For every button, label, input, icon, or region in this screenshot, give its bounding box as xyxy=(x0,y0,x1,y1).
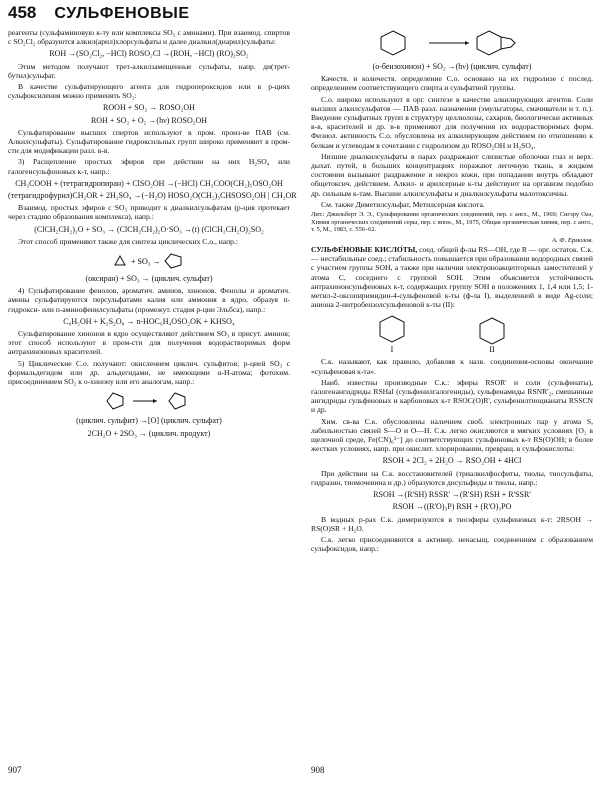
equation: ROH + SO₂ + O₂ →(hν) ROSO₂OH xyxy=(90,115,208,125)
equation: RSOH →((R'O)₃P) RSH + (R'O)₃PO xyxy=(392,502,512,512)
paragraph: Сульфатирование хинонов в ядро осуществляют действием SO₃ в присут. аминов; этот способ используют в пром-сти для получения водорастворимых форм антрахиноновых красителей. xyxy=(8,329,290,357)
svg-text:+ SO₃ →: + SO₃ → xyxy=(131,257,161,267)
paragraph: С.о. широко используют в орг. синтезе в качестве алкилирующих агентов. Соли высших алкилсульфатов — ПАВ разл. назначения (эмульгаторы, смачиватели и т. п.). Введение сульфатных групп в структуру целлюлозы, сахаров, биологически активных в-в, красителей и др. в-в применяют для получения их водорастворимых форм. Физиол. активность С.о. обусловлена их алкилирующим действием по отношению к белкам и углеводам в сочетании с гидролизом до ROSO₂OH и H₂SO₄. xyxy=(311,94,593,150)
quinone-photo-reaction-structure xyxy=(311,27,593,59)
paragraph: Наиб. известны производные С.к.: эфиры RSOR' и соли (сульфенаты), галогенангидриды RSHal (сульфенилгалогениды), сульфенамиды RSNR'₂, смешанные ангидриды сульфеновых и карбоновых к-т RSOC(O)R', сульфенилтиоцианаты RSSCN и др. xyxy=(311,377,593,415)
paragraph: Хим. св-ва С.к. обусловлены наличием своб. электронных пар у атома S, лабильностью связей S—O и O—H. С.к. легко окисляются в мягких условиях [O₂ в щелочной среде, Fe(CN)₆³⁻] до соответствующих сульфиновых к-т RS(O)OH; в более жестких условиях, напр. при окислит. хлорировании, превращ. в сульфокислоты: xyxy=(311,416,593,454)
paragraph: С.к. называют, как правило, добавляя к назв. соединения-основы окончание «сульфеновая к-та». xyxy=(311,357,593,376)
equation: (тетрагидрофурил)CH₂OR + 2H₂SO₄ →(−H₂O) HOSO₂O(CH₂)₃CHSOSO₂OH | CH₂OR xyxy=(8,191,297,201)
entry-term: СУЛЬФЕ́НОВЫЕ КИСЛО́ТЫ, xyxy=(311,245,418,255)
sulfite-oxidation-structure xyxy=(8,389,290,413)
paragraph: С.к. легко присоединяются к активир. ненасыщ. соединениям с образованием сульфоксидов, напр.: xyxy=(311,534,593,554)
equation: 2CH₂O + 2SO₃ → (циклич. продукт) xyxy=(87,428,211,438)
paragraph: При действии на С.к. восстановителей (триалкилфосфиты, тиолы, тиосульфаты, гидразин, тиомочевина и др.) образуются дисульфиды и тиолы, напр.: xyxy=(311,468,593,487)
equation: CH₃COOH + (тетрагидропиран) + ClSO₂OH →(−HCl) CH₃COO(CH₂)₅OSO₂OH xyxy=(15,178,283,188)
equation: C₆H₅OH + K₂S₂O₈ → n-HOC₆H₄OSO₂OK + KHSO₄ xyxy=(63,316,235,326)
paragraph: Этим методом получают трет-алкилзамещенные сульфаты, напр. ди(трет-бутил)сульфат. xyxy=(8,61,290,80)
paragraph: В водных р-рах С.к. димеризуются в тиоэфиры сульфиновых к-т: 2RSOH → RS(O)SR + H₂O. xyxy=(311,514,593,533)
paragraph: В качестве сульфатирующего агента для гидропероксидов или в р-циях сульфоксиления можно применять SO₂: xyxy=(8,82,290,101)
paragraph: 3) Расщепление простых эфиров при действии на них H₂SO₄ или галогенсульфоновых к-т, напр.: xyxy=(8,157,290,176)
page-number: 458 xyxy=(8,3,37,22)
author-signature: А. Ф. Ермолов. xyxy=(551,236,593,244)
paragraph: Взаимод. простых эфиров с SO₃ приводит к диалкилсульфатам (р-ция протекает через стадию образования комплекса), напр.: xyxy=(8,203,290,222)
equation: (о-бензохинон) + SO₂ →(hν) (циклич. сульфат) xyxy=(372,62,532,71)
paragraph: Качеств. и количеств. определение С.о. основано на их гидролизе с послед. определением соответствующего спирта и сульфатной группы. xyxy=(311,74,593,93)
footer-page-number-right: 908 xyxy=(311,764,325,775)
paragraph: Этот способ применяют также для синтеза циклических С.о., напр.: xyxy=(18,236,238,246)
left-column xyxy=(8,28,297,441)
literature: Лит.: Джильберт Э. Э., Сульфирование органических соединений, пер. с англ., М., 1969; Сигэру Оаэ, Химия органических соединений серы, пер. с япон., М., 1975, Общая органическая химия, пер. с англ., т. 5, М., 1983, с. 556–62. xyxy=(311,211,593,234)
structure-label-I: I xyxy=(390,345,394,355)
equation: ROH →(SO₂Cl₂, −HCl) ROSO₂Cl →(ROH, −HCl) (RO)₂SO₂ xyxy=(49,49,249,59)
equation: (циклич. сульфит) →[O] (циклич. сульфат) xyxy=(76,416,222,426)
right-column xyxy=(311,24,593,555)
paragraph: Низшие диалкилсульфаты в парах раздражают слизистые оболочки глаз и верх. дыхат. путей, в больших концентрациях поражают легочную ткань, в жидком состоянии вызывают раздражение и некроз кожи, при попадании внутрь обладают общетоксич. действием. Алкил- и арилсерные к-ты действуют на организм подобно др. сильным к-там. Высшие алкилсульфаты и диалкилсульфаты малотоксичны. xyxy=(311,151,593,198)
paragraph: 4) Сульфатирование фенолов, ароматич. аминов, хинонов. Фенолы и ароматич. амины сульфатируются персульфатами калия или аммония в ядро, образуя п-гидрокси- или п-аминофенилсульфаты (промежут. стадия р-ции Эльбса), напр.: xyxy=(8,286,290,314)
structures-I-II xyxy=(311,312,593,354)
equation: (оксиран) + SO₃ → (циклич. сульфат) xyxy=(85,274,213,284)
paragraph: соед. общей ф-лы RS—OH, где R — орг. остаток. С.к. — нестабильные соед.; стабильность повышается при образовании водородных связей с участием группы SOH, а также при наличии электроноакцепторных заместителей у атома С, соседнего с группой SOH. Этим объясняется устойчивость антрахинонсульфеновых к-т, содержащих группу SOH в положениях 1, 1,4 или 1,5; 1-метил-2-оксопиримидин-4-сульфеновой к-ты (ф-ла I), выделенной в виде Ag-соли; аниона 2-нитробензолсульфеновой к-ты (II): xyxy=(311,245,594,310)
equation: RSOH →(R'SH) RSSR' →(R'SH) RSH + R'SSR' xyxy=(373,490,531,500)
paragraph: См. также Диметилсульфат, Метилсерная кислота. xyxy=(321,199,485,209)
cyclic-sulfate-structure xyxy=(8,249,290,271)
equation: RSOH + 2Cl₂ + 2H₂O → RSO₂OH + 4HCl xyxy=(382,456,522,466)
equation: (ClCH₂CH₂)₂O + SO₃ → (ClCH₂CH₂)₂O·SO₃ →(t) (ClCH₂CH₂O)₂SO₂ xyxy=(34,224,264,234)
structure-label-II: II xyxy=(489,345,495,355)
paragraph: 5) Циклические С.о. получают: окислением циклич. сульфитов; р-цией SO₃ с формальдегидом или др. альдегидами, не имеющими α-Н-атома; фотохим. присоединением SO₂ к о-хинону или его аналогам, напр.: xyxy=(8,358,290,387)
page-header xyxy=(8,3,190,28)
footer-page-number-left: 907 xyxy=(8,764,22,775)
paragraph: Сульфатирование высших спиртов используют в пром. произ-ве ПАВ (см. Алкилсульфаты). Сульфатирование гидроксильных групп широко применяют в пром-сти для модификации разл. в-в. xyxy=(8,127,290,156)
paragraph: реагенты (сульфаминовую к-ту или комплексы SO₃ с аминами). При взаимод. спиртов с SO₂Cl₂ образуются алкил(арил)хлорсульфаты и далее диалкил(диарил)сульфаты: xyxy=(8,28,290,47)
running-title: СУЛЬФЕНОВЫЕ xyxy=(54,5,190,22)
equation: ROOH + SO₂ → ROSO₂OH xyxy=(103,103,195,113)
